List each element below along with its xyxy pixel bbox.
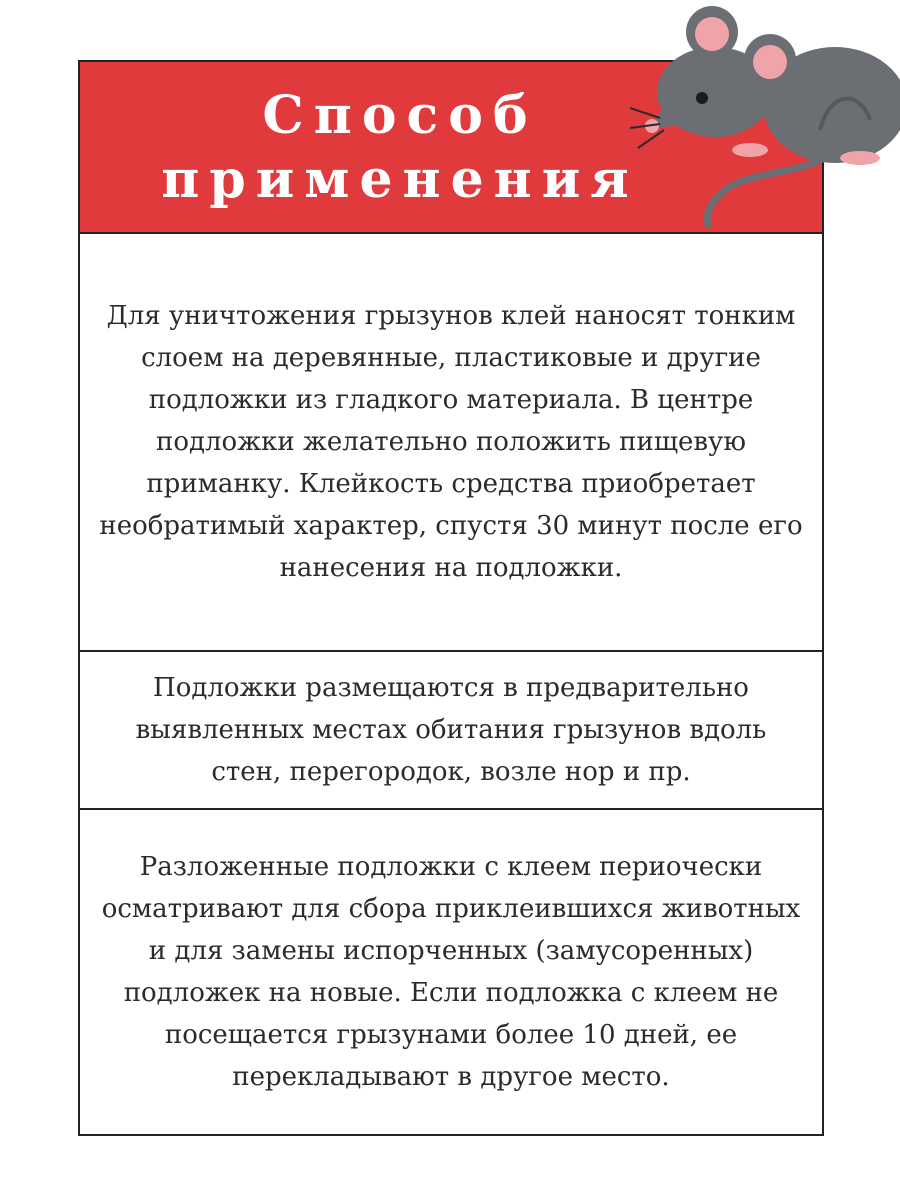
instruction-section-1 (80, 234, 822, 652)
instruction-text-1: Для уничтожения грызунов клей наносят тонким слоем на деревянные, пластиковые и другие подложки из гладкого материала. В центре подложки желательно положить пищевую приманку. Клейкость средства приобретает необратимый характер, спустя 30 минут после его нанесения на подложки. (99, 301, 803, 583)
title-line-2: применения (161, 149, 639, 210)
instruction-section-3 (80, 810, 822, 1134)
instruction-text-3: Разложенные подложки с клеем периочески осматривают для сбора приклеившихся животных и для замены испорченных (замусоренных) подложек на новые. Если подложка с клеем не посещается грызунами более 10 дней, ее перекладывают в другое место. (101, 852, 801, 1092)
instruction-text-2: Подложки размещаются в предварительно выявленных местах обитания грызунов вдоль стен, перегородок, возле нор и пр. (135, 673, 767, 787)
instruction-section-2 (80, 652, 822, 810)
title-line-1: Способ (262, 85, 538, 146)
page-title (80, 84, 720, 212)
mouse-illustration-icon (630, 0, 900, 230)
